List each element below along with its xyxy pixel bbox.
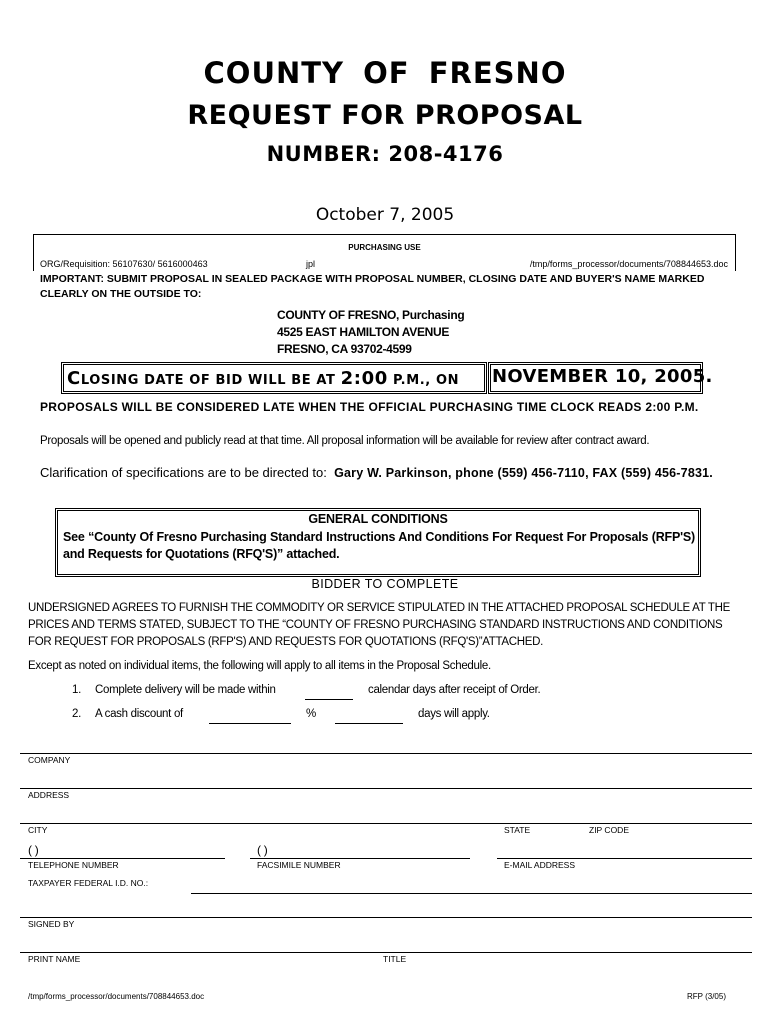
address-label: ADDRESS <box>28 790 70 800</box>
item-1-number: 1. <box>72 684 81 696</box>
mailing-address <box>277 307 464 358</box>
facsimile-field[interactable] <box>250 858 470 859</box>
item-2-percent: % <box>306 708 316 720</box>
address-line-2: 4525 EAST HAMILTON AVENUE <box>277 325 450 339</box>
item-2-text: A cash discount of <box>95 708 183 720</box>
state-label: STATE <box>504 825 531 835</box>
discount-days-field[interactable] <box>335 711 403 724</box>
buyer-initials: jpl <box>306 259 316 269</box>
company-label: COMPANY <box>28 755 71 765</box>
taxpayer-id-field[interactable] <box>191 893 752 894</box>
city-field[interactable] <box>20 823 752 824</box>
facsimile-label: FACSIMILE NUMBER <box>257 860 341 870</box>
closing-time-text <box>67 368 459 389</box>
closing-date: NOVEMBER 10, 2005. <box>492 366 713 387</box>
opened-notice: Proposals will be opened and publicly read at that time. All proposal information will be available for review after contract award. <box>40 435 650 447</box>
cash-discount-field[interactable] <box>209 711 291 724</box>
print-name-label: PRINT NAME <box>28 954 81 964</box>
email-label: E-MAIL ADDRESS <box>504 860 576 870</box>
important-notice: IMPORTANT: SUBMIT PROPOSAL IN SEALED PACKAGE WITH PROPOSAL NUMBER, CLOSING DATE AND BUYER'S NAME MARKED CLEARLY ON THE OUTSIDE TO: <box>40 273 705 300</box>
print-name-field[interactable] <box>20 952 752 953</box>
purchasing-use-label: PURCHASING USE <box>348 243 421 252</box>
purchasing-file-path: /tmp/forms_processor/documents/708844653.doc <box>529 259 728 269</box>
rfp-number: NUMBER: 208-4176 <box>266 142 504 166</box>
address-line-1: COUNTY OF FRESNO, Purchasing <box>277 308 465 322</box>
footer-form-number: RFP (3/05) <box>687 992 726 1001</box>
closing-suffix: P.M., ON <box>387 373 460 388</box>
email-field[interactable] <box>497 858 752 859</box>
late-notice: PROPOSALS WILL BE CONSIDERED LATE WHEN THE OFFICIAL PURCHASING TIME CLOCK READS 2:00 P.M. <box>40 400 699 414</box>
county-title: COUNTY OF FRESNO <box>203 56 567 90</box>
closing-time: 2:00 <box>340 368 388 389</box>
bidder-heading: BIDDER TO COMPLETE <box>311 577 459 591</box>
signed-by-field[interactable] <box>20 917 752 918</box>
city-label: CITY <box>28 825 48 835</box>
item-1-after: calendar days after receipt of Order. <box>368 684 541 696</box>
telephone-field[interactable] <box>20 858 225 859</box>
item-2-after: days will apply. <box>418 708 490 720</box>
general-conditions-text: See “County Of Fresno Purchasing Standard Instructions And Conditions For Request For Proposals (RFP'S) and Requests for Quotations (RFQ'S)” attached. <box>63 530 695 561</box>
closing-prefix: LOSING DATE OF BID WILL BE AT <box>80 373 341 388</box>
address-line-3: FRESNO, CA 93702-4599 <box>277 342 412 356</box>
zip-label: ZIP CODE <box>589 825 629 835</box>
delivery-days-field[interactable] <box>305 687 353 700</box>
item-2-number: 2. <box>72 708 81 720</box>
title-label: TITLE <box>383 954 407 964</box>
telephone-area-code: ( ) <box>28 843 39 857</box>
company-field[interactable] <box>20 753 752 754</box>
issue-date: October 7, 2005 <box>315 205 455 225</box>
address-field[interactable] <box>20 788 752 789</box>
footer-file-path: /tmp/forms_processor/documents/708844653.doc <box>28 992 205 1001</box>
telephone-label: TELEPHONE NUMBER <box>28 860 119 870</box>
org-requisition: ORG/Requisition: 56107630/ 5616000463 <box>40 259 208 269</box>
fax-area-code: ( ) <box>257 843 268 857</box>
rfp-title: REQUEST FOR PROPOSAL <box>187 100 583 131</box>
except-note: Except as noted on individual items, the following will apply to all items in the Proposal Schedule. <box>28 660 491 672</box>
item-1-text: Complete delivery will be made within <box>95 684 276 696</box>
signed-by-label: SIGNED BY <box>28 919 75 929</box>
closing-initial: C <box>67 368 81 389</box>
clarification-contact: Gary W. Parkinson, phone (559) 456-7110, FAX (559) 456-7831. <box>334 466 713 480</box>
clarification-label: Clarification of specifications are to be directed to: <box>40 465 327 480</box>
taxpayer-label: TAXPAYER FEDERAL I.D. NO.: <box>28 878 149 888</box>
clarification <box>40 464 735 482</box>
general-conditions-title: GENERAL CONDITIONS <box>308 512 448 526</box>
undersigned-agreement: UNDERSIGNED AGREES TO FURNISH THE COMMODITY OR SERVICE STIPULATED IN THE ATTACHED PROPOSAL SCHEDULE AT THE PRICES AND TERMS STATED, SUBJECT TO THE “COUNTY OF FRESNO PURCHASING STANDARD INSTRUCTIONS AND CONDITIONS FOR REQUEST FOR PROPOSALS (RFP'S) AND REQUESTS FOR QUOTATIONS (RFQ'S)”ATTACHED. <box>28 602 731 648</box>
